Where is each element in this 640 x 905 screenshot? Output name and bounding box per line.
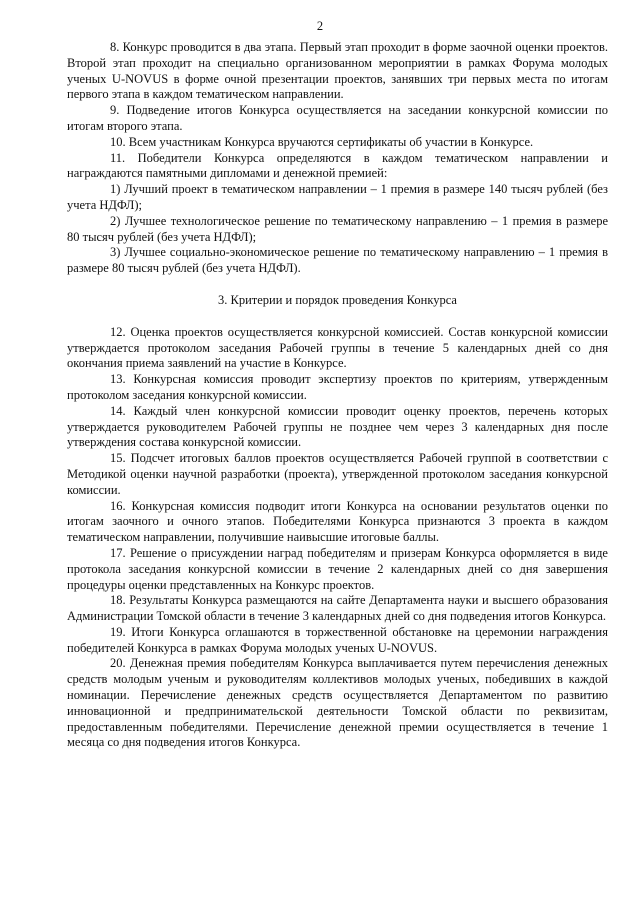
paragraph-13: 13. Конкурсная комиссия проводит экспертизу проектов по критериям, утвержденным протоколом заседания конкурсной комиссии.: [67, 372, 608, 402]
paragraph-8: 8. Конкурс проводится в два этапа. Первый этап проходит в форме заочной оценки проектов. Второй этап проходит на специально организованном мероприятии в рамках Форума молодых ученых U-NOVUS в форме очной презентации проектов, занявших три первых места по итогам первого этапа в каждом тематическом направлении.: [67, 40, 608, 102]
paragraph-10: 10. Всем участникам Конкурса вручаются сертификаты об участии в Конкурсе.: [110, 134, 534, 149]
paragraph-20: 20. Денежная премия победителям Конкурса выплачивается путем перечисления денежных средств молодым ученым и руководителям коллективов молодых ученых, победивших в каждой номинации. Перечисление денежных средств осуществляется Департаментом по развитию инновационной и предпринимательской деятельности Томской области по реквизитам, предоставленным победителями. Перечисление денежной премии осуществляется в течение 1 месяца со дня подведения итогов Конкурса.: [67, 656, 608, 750]
paragraph-11: 11. Победители Конкурса определяются в каждом тематическом направлении и награждаются памятными дипломами и денежной премией:: [67, 150, 608, 181]
paragraph-18: 18. Результаты Конкурса размещаются на сайте Департамента науки и высшего образования Администрации Томской области в течение 3 календарных дней со дня подведения итогов Конкурса.: [67, 593, 608, 624]
prize-item-1: 1) Лучший проект в тематическом направлении – 1 премия в размере 140 тысяч рублей (без учета НДФЛ);: [67, 182, 608, 212]
paragraph-12: 12. Оценка проектов осуществляется конкурсной комиссией. Состав конкурсной комиссии утверждается протоколом заседания Рабочей группы в течение 5 календарных дней со дня окончания приема заявлений на участие в Конкурсе.: [67, 324, 608, 371]
paragraph-17: 17. Решение о присуждении наград победителям и призерам Конкурса оформляется в виде протокола заседания конкурсной комиссии в течение 2 календарных дней со дня завершения процедуры оценки представленных на Конкурс проектов.: [67, 545, 608, 592]
prize-item-2: 2) Лучшее технологическое решение по тематическому направлению – 1 премия в размере 80 тысяч рублей (без учета НДФЛ);: [67, 213, 608, 244]
paragraph-16: 16. Конкурсная комиссия подводит итоги Конкурса на основании результатов оценки по итогам заочного и очного этапов. Победителями Конкурса признаются 3 проекта в каждом тематическом направлении, получившие наивысшие итоговые баллы.: [67, 498, 608, 545]
prize-item-3: 3) Лучшее социально-экономическое решение по тематическому направлению – 1 премия в размере 80 тысяч рублей (без учета НДФЛ).: [67, 245, 608, 276]
paragraph-15: 15. Подсчет итоговых баллов проектов осуществляется Рабочей группой в соответствии с Методикой оценки научной разработки (проекта), утвержденной протоколом заседания конкурсной комиссии.: [67, 451, 608, 497]
paragraph-9: 9. Подведение итогов Конкурса осуществляется на заседании конкурсной комиссии по итогам второго этапа.: [67, 103, 608, 133]
section-heading: 3. Критерии и порядок проведения Конкурса: [218, 292, 457, 307]
document-body: [67, 40, 608, 751]
paragraph-14: 14. Каждый член конкурсной комиссии проводит оценку проектов, перечень которых утверждается руководителем Рабочей группы не позднее чем через 3 календарных дня после утверждения состава конкурсной комиссии.: [67, 403, 608, 450]
paragraph-19: 19. Итоги Конкурса оглашаются в торжественной обстановке на церемонии награждения победителей Конкурса в рамках Форума молодых ученых U-NOVUS.: [67, 624, 608, 655]
page-number: 2: [316, 19, 324, 33]
